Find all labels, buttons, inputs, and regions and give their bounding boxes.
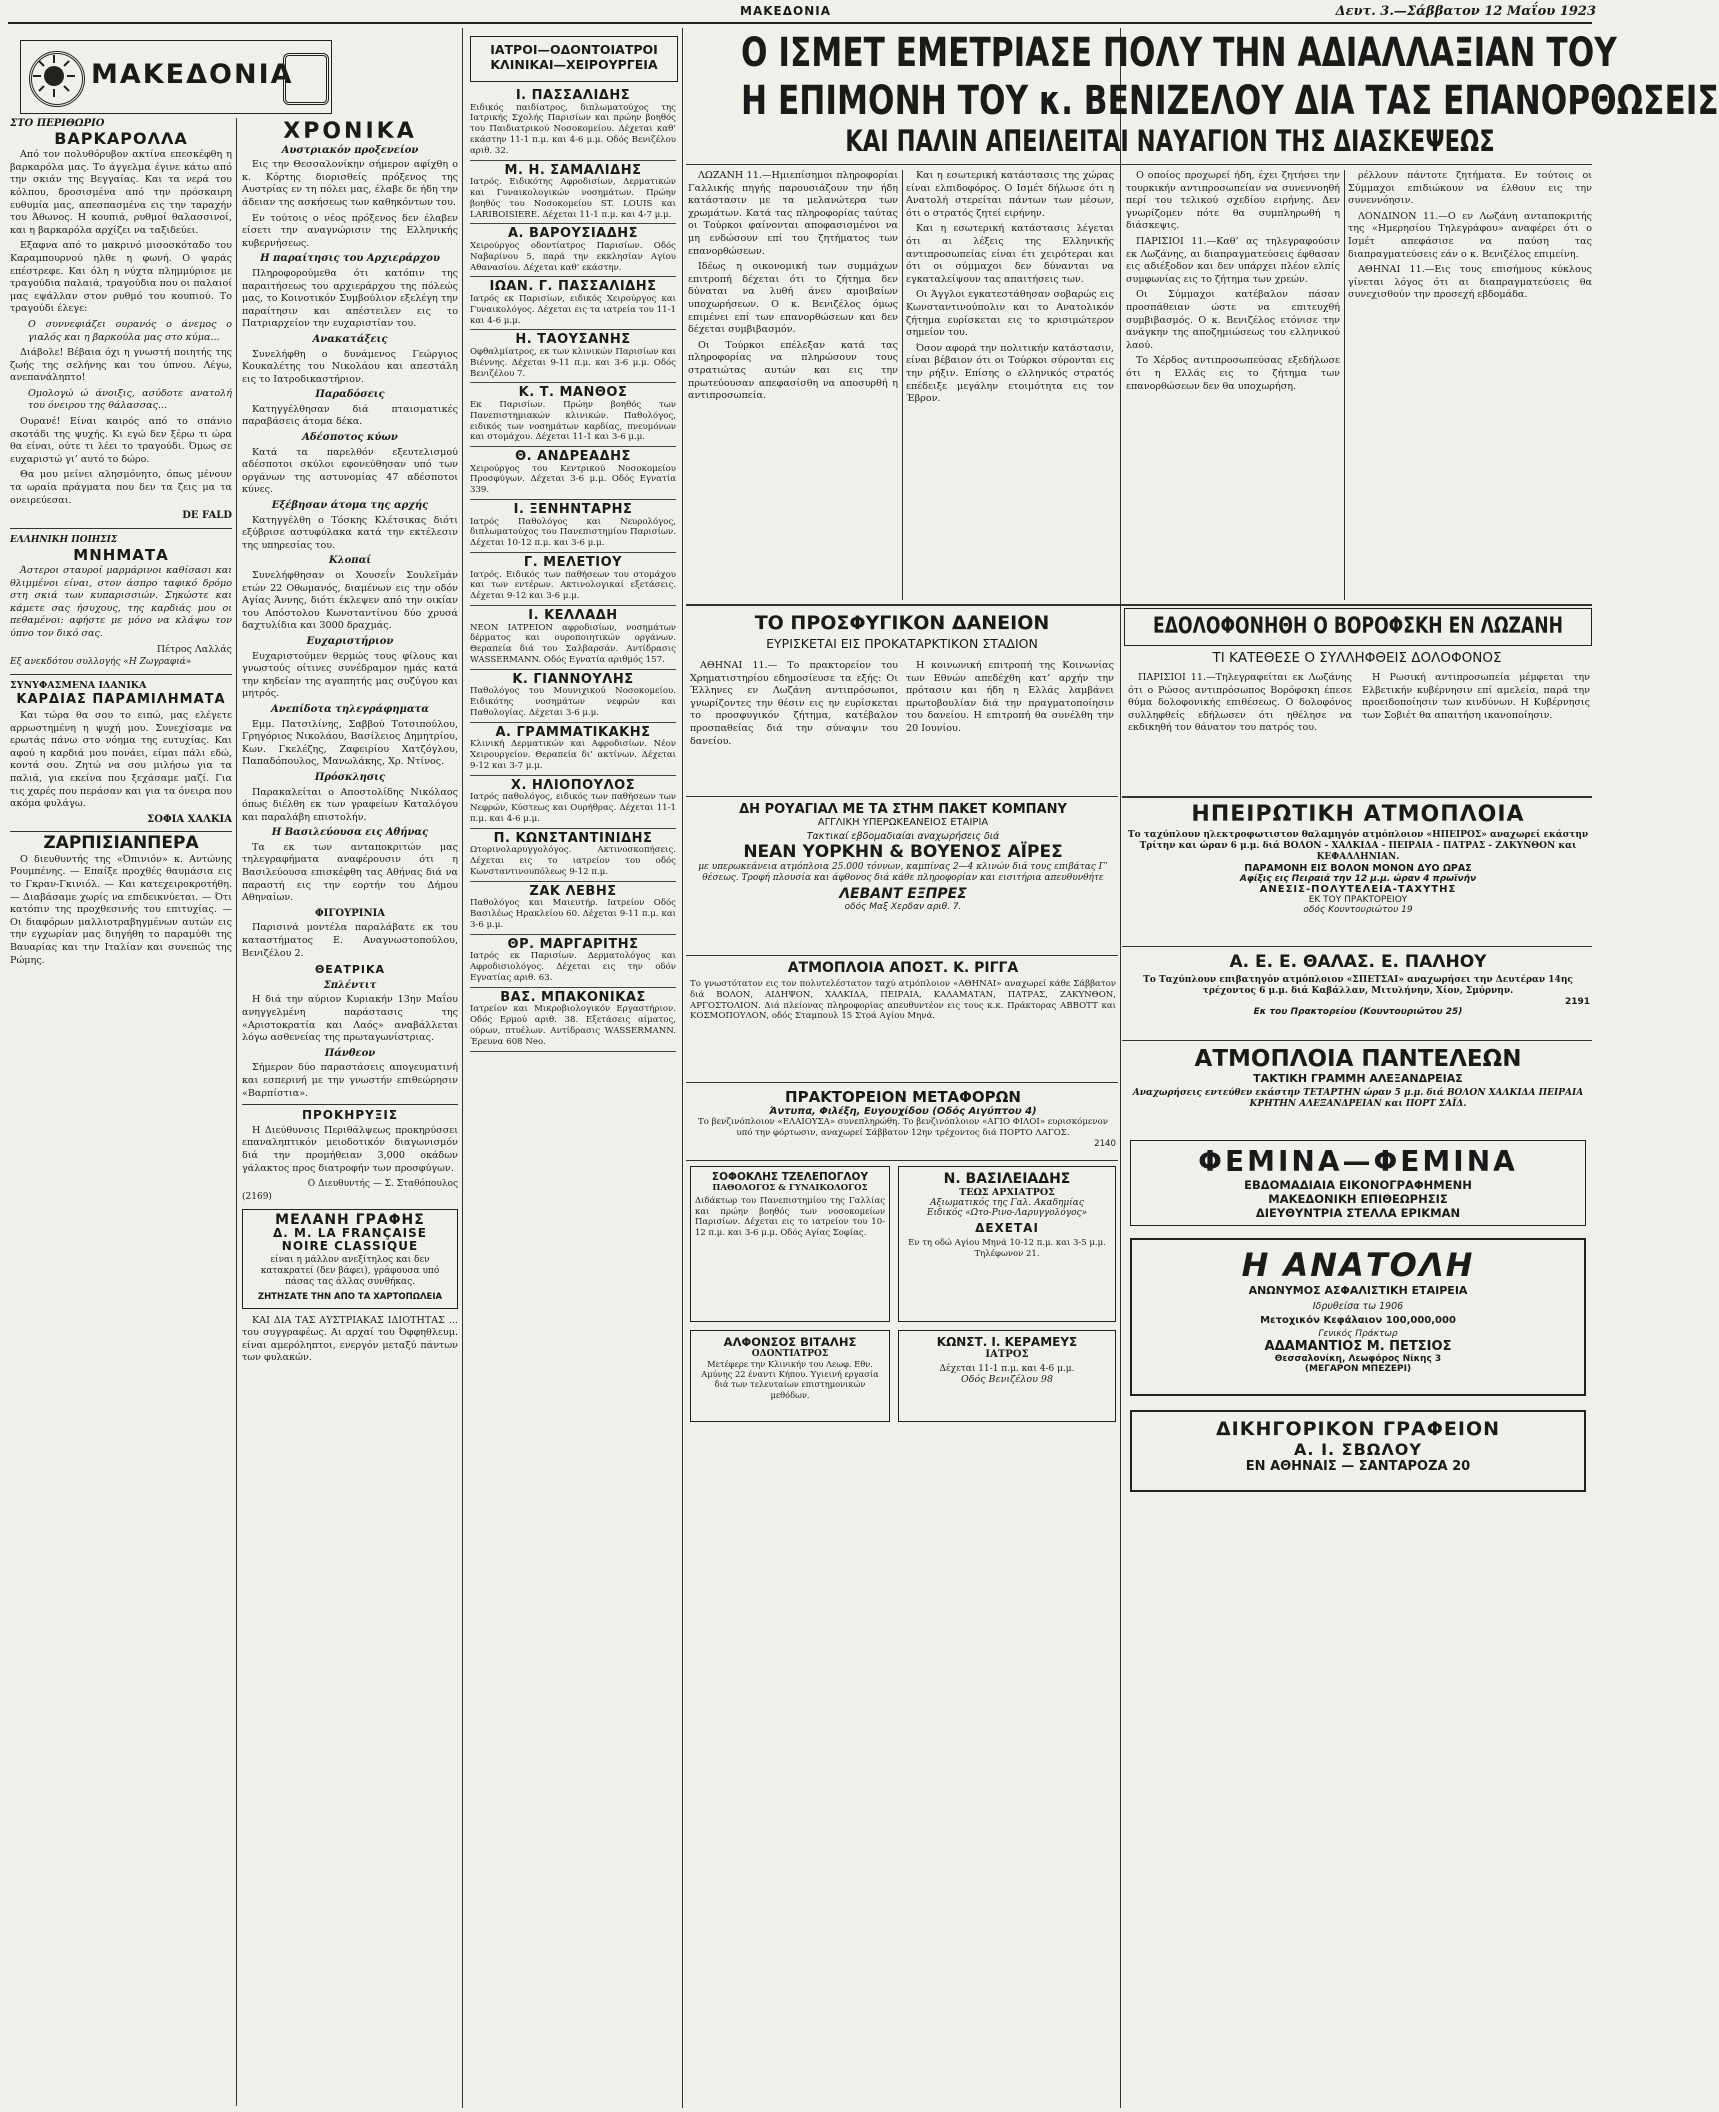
column-rule — [236, 118, 237, 2106]
loan-subtitle: ΕΥΡΙΣΚΕΤΑΙ ΕΙΣ ΠΡΟΚΑΤΑΡΚΤΙΚΟΝ ΣΤΑΔΙΟΝ — [766, 636, 1038, 651]
doctor-listing — [470, 504, 676, 553]
assassination-col-1 — [1128, 672, 1352, 792]
loan-col-1 — [690, 660, 898, 790]
main-headline-1: Ο ΙΣΜΕΤ ΕΜΕΤΡΙΑΣΕ ΠΟΛΥ ΤΗΝ ΑΔΙΑΛΛΑΞΙΑΝ ΤΟΥ — [741, 30, 1617, 76]
doctor-description: Ιατρείον και Μικροβιολογικόν Εργαστήριον. Οδός Ερμού αριθ. 38. Εξετάσεις αίματος, ούρων, πτυέλων. Αντίδρασις WASSERMANN. Έρευνα 608 Neo. — [470, 1004, 676, 1047]
law-title: ΔΙΚΗΓΟΡΙΚΟΝ ΓΡΑΦΕΙΟΝ — [1215, 1418, 1501, 1440]
doctor-listing — [470, 451, 676, 500]
article-paragraph: Ο διευθυντής της «Όπινιόν» κ. Αντώνης Ρουμπένης. — Επαίξε προχθές θαυμάσια εις το Γκραν-Γκινιόλ. — Και κατεχειροκροτήθη. — Διαβάσαμε χωρίς να επιδεικνύεται. — Ότι κατόπιν της προχθεσινής του επιτυχίας. — Οι διαφόρων μαλλιοτραβηγμένων αυτών εις την εγχωρίαν μας διηγήθη το παραμύθι της Βαυαρίας και την Ιταλίαν και συνεπώς της Ρώμης. — [10, 853, 232, 966]
vitalis-ad — [690, 1330, 890, 1422]
article-paragraph: Η Ρωσική αντιπροσωπεία μέμφεται την Ελβετικήν κυβέρνησιν επί αμελεία, παρά την προειδοποίησιν των κινδύνων. Η Κυβέρνησις των Σοβιέτ θα απαιτήση ικανοποίησιν. — [1362, 672, 1590, 721]
article-paragraph: Οι Τούρκοι επέλεξαν κατά τας πληροφορίας να πληρώσουν τους στρατιώτας αυτών και εις την πρωτεύουσαν απεφασίσθη να αποσυρθή η αντιπροσωπεία. — [688, 339, 898, 402]
transport-ad-title: ΠΡΑΚΤΟΡΕΙΟΝ ΜΕΤΑΦΟΡΩΝ — [785, 1088, 1021, 1106]
poem-text: Άστεροι σταυροί μαρμάρινοι καθίσασι και θλιμμένοι είναι, στον άσπρο ταφικό δρόμο στη σκιά των κυπαρισσιών. Σηκώστε και κάμετε σας ήσυχους, της καρδιάς μου οι πεθαμένοι: αφήστε με μόνο να κλάψω τον ύπνο τον δικό σας. — [10, 565, 232, 639]
section-title: ΠΡΟΚΗΡΥΞΙΣ — [301, 1108, 399, 1123]
doctor-name: Α. ΒΑΡΟΥΣΙΑΔΗΣ — [507, 226, 639, 242]
news-heading: Ευχαριστήριον — [306, 635, 394, 647]
section-rule — [1122, 946, 1592, 947]
femina-ad — [1130, 1140, 1586, 1226]
doctor-name: ΘΡ. ΜΑΡΓΑΡΙΤΗΣ — [507, 936, 639, 952]
column-rule — [462, 28, 463, 2108]
news-text: Η Διεύθυνσις Περιθάλψεως προκηρύσσει επαναληπτικόν μειοδοτικόν διαγωνισμόν διά την προμήθειαν 3,000 οκάδων γάλακτος προς διατροφήν των προσφύγων. — [242, 1124, 458, 1174]
article-paragraph: Και η εσωτερική κατάστασις της χώρας είναι ελπιδοφόρος. Ο Ισμέτ δήλωσε ότι η Ανατολή στερείται πάντων των μέσων, ότι ο στρατός ζητεί ειρήνην. — [906, 170, 1114, 219]
doctor-listing — [470, 281, 676, 330]
ink-ad-brand: Δ. Μ. LA FRANÇAISE — [273, 1225, 427, 1240]
ad-number: (2169) — [242, 1191, 272, 1202]
doctor-listing — [470, 162, 676, 225]
doctor-listing — [470, 724, 676, 776]
headline-rule — [686, 164, 1592, 165]
section-title: ΘΕΑΤΡΙΚΑ — [314, 963, 386, 977]
epirus-line: ΑΝΕΣΙΣ-ΠΟΛΥΤΕΛΕΙΑ-ΤΑΧΥΤΗΣ — [1259, 884, 1457, 895]
article-paragraph: Το Χέρδος αντιπροσωπεύσας εξεδήλωσε ότι η Ελλάς εις το ζήτημα των επανορθώσεων δεν θα υποχωρήση. — [1126, 355, 1340, 392]
doctor-listing — [470, 334, 676, 383]
article-paragraph: Από τον πολυθόρυβον ακτίνα επεσκέφθη η βαρκαρόλα μας. Το άγγελμα έγινε κάτω από την σκιάν της Βεγγαίας. Και τα νερά του κόλπου, δροσισμένα από την πρόσκαιρη ευθυμία μας, απεσπασμένα εις την ταραχήν του Άθωνος. Η κουπιά, ρυθμοί θαλασσινοί, και η βαρκαρόλα αρχίζει να ταξιδεύει. — [10, 149, 232, 236]
doctor-listing — [470, 557, 676, 606]
doctor-listing — [470, 671, 676, 723]
doctor-description: Χειρούργος οδοντίατρος Παρισίων. Οδός Ναβαρίνου 5, παρά την εκκλησίαν Αγίου Αθανασίου. Δέχεται καθ’ εκάστην. — [470, 240, 676, 273]
news-heading: Ανακατάξεις — [312, 333, 388, 345]
doctor-name: ΒΑΣ. ΜΠΑΚΟΝΙΚΑΣ — [500, 989, 646, 1005]
doctor-description: Ιατρός εκ Παρισίων, ειδικός Χειρούργος και Γυναικολόγος. Δέχεται εις τα ιατρεία του 11-1 και 4-6 μ.μ. — [470, 293, 676, 326]
article-title: ΖΑΡΠΙΣΙΑΝΠΕΡΑ — [43, 833, 199, 854]
rigga-ad-text: Το γνωστότατον εις τον πολυτελέστατον ταχύ ατμόπλοιον «ΑΘΗΝΑΙ» αναχωρεί κάθε Σάββατον διά ΒΟΛΟΝ, ΑΙΔΗΨΟΝ, ΧΑΛΚΙΔΑ, ΠΕΙΡΑΙΑ, ΚΑΛΑΜΑΤΑΝ, ΠΑΤΡΑΣ, ΖΑΚΥΝΘΟΝ, ΑΡΓΟΣΤΟΛΙΟΝ. Διά πλείονας πληροφορίας απευθυντέον εις τους κ.κ. Πράκτορας ABBOTT και ΚΟΣΜΟΠΟΥΛΟΝ, οδός Σταμπουλ 15 Στοά Αγίου Μηνά. — [690, 979, 1116, 1022]
column-rule — [1120, 28, 1121, 2108]
signature: ΣΟΦΙΑ ΧΑΛΚΙΑ — [147, 813, 232, 825]
doctor-text: Διδάκτωρ του Πανεπιστημίου της Γαλλίας και πρώην βοηθός των νοσοκομείων Παρισίων. Δέχεται εις το ιατρείον του 10-12 π.μ. και 3-6 μ.μ. Οδός Αγίας Σοφίας. — [695, 1196, 885, 1238]
news-heading: Αυστριακόν προξενείον — [281, 144, 419, 156]
aee-number: 2191 — [1564, 997, 1590, 1007]
poem-title: ΜΝΗΜΑΤΑ — [73, 546, 169, 565]
main-headline-3: ΚΑΙ ΠΑΛΙΝ ΑΠΕΙΛΕΙΤΑΙ ΝΑΥΑΓΙΟΝ ΤΗΣ ΔΙΑΣΚΕΨΕΩΣ — [845, 124, 1495, 158]
steamer-ad-title: ΔΗ ΡΟΥΑΓΙΑΛ ΜΕ ΤΑ ΣΤΗΜ ΠΑΚΕΤ ΚΟΜΠΑΝΥ — [739, 802, 1067, 817]
doctor-name: Γ. ΜΕΛΕΤΙΟΥ — [523, 555, 623, 571]
doctor-description: Παθολόγος του Μουνιχικού Νοσοκομείου. Ειδικότης νοσημάτων νεφρών και Παθολογίας. Δέχεται 3-6 μ.μ. — [470, 686, 676, 719]
divider — [10, 831, 232, 832]
macedonia-emblem-icon — [29, 51, 85, 107]
doctor-description: Εκ Παρισίων. Πρώην βοηθός των Πανεπιστημιακών κλινικών. Παθολόγος, ειδικός των νοσημάτων καρδίας, πνευμόνων και στομάχου. Δέχεται 11-1 και 3-6 μ.μ. — [470, 399, 676, 443]
news-text: Συνελήφθη ο δυνάμενος Γεώργιος Κουκαλέτης του Νικολάου και απεστάλη εις το Ιατροδικαστήριον. — [242, 348, 458, 385]
doctor-description: Ιατρός Παθολόγος και Νευρολόγος, διπλωματούχος του Πανεπιστημίου Παρισίων. Δέχεται 10-12 π.μ. και 3-6 μ.μ. — [470, 516, 676, 549]
section-rule — [686, 1082, 1118, 1083]
doctor-name: Ι. ΞΕΝΗΝΤΑΡΗΣ — [513, 502, 633, 518]
divider — [10, 674, 232, 675]
doctor-listing — [470, 228, 676, 277]
news-text: Κατά τα παρελθόν εξευτελισμού αδέσποτοι σκύλοι εφονεύθησαν υπό των οργάνων της αστυνομίας 47 αδέσποτοι κύνες. — [242, 446, 458, 496]
doctor-name: Θ. ΑΝΔΡΕΑΔΗΣ — [515, 449, 631, 465]
article-paragraph: Οι Σύμμαχοι κατέβαλον πάσαν προσπάθειαν ώστε να επιτευχθή συμβιβασμός. Ο κ. Βενιζέλος ετόνισε την ανάγκην της αποζημιώσεως του ελληνικού λαού. — [1126, 289, 1340, 351]
doctor-address: Οδός Βενιζέλου 98 — [960, 1374, 1054, 1385]
doctor-description: Οφθαλμίατρος, εκ των κλινικών Παρισίων και Βιέννης. Δέχεται 9-11 π.μ. και 3-6 μ.μ. Οδός Βενιζέλου 7. — [470, 346, 676, 379]
signature: Ο Διευθυντής — Σ. Σταθόπουλος — [307, 1179, 458, 1190]
divider — [242, 1104, 458, 1105]
epirus-ad — [1126, 802, 1590, 942]
femina-sub: ΜΑΚΕΔΟΝΙΚΗ ΕΠΙΘΕΩΡΗΣΙΣ — [1268, 1192, 1448, 1206]
news-text: ΚΑΙ ΔΙΑ ΤΑΣ ΑΥΣΤΡΙΑΚΑΣ ΙΔΙΟΤΗΤΑΣ ... του συγγραφέως. Αι αρχαί του Όφφηθλευμ. είναι αμερόληπτοι, ενεργόν μεταξύ πάντων των φυλακών. — [242, 1314, 458, 1364]
doctor-accepts: ΔΕΧΕΤΑΙ — [975, 1221, 1039, 1235]
news-heading: Πρόσκλησις — [314, 771, 386, 783]
femina-title: ΦΕΜΙΝΑ—ΦΕΜΙΝΑ — [1198, 1145, 1518, 1178]
assassination-col-2 — [1362, 672, 1590, 792]
section-label: ΣΥΝΥΦΑΣΜΕΝΑ ΙΔΑΝΙΚΑ — [10, 679, 147, 691]
doctor-text: Εν τη οδώ Αγίου Μηνά 10-12 π.μ. και 3-5 μ.μ. Τηλέφωνον 21. — [908, 1238, 1106, 1259]
steamer-ad-subtitle: ΑΓΓΛΙΚΗ ΥΠΕΡΩΚΕΑΝΕΙΟΣ ΕΤΑΙΡΙΑ — [817, 817, 989, 828]
news-text: Παρακαλείται ο Αποστολίδης Νικόλαος όπως διέλθη εκ των γραφείων Καταλόγου και παραλάβη επιστολήν. — [242, 786, 458, 823]
doctor-description: Ωτορινολαρυγγολόγος. Ακτινοσκοπήσεις. Δέχεται εις το ιατρείον του οδός Κωνσταντινουπόλεως 9-12 π.μ. — [470, 845, 676, 877]
main-article-col-1 — [688, 170, 898, 600]
steamer-ad-agent: ΛΕΒΑΝΤ ΕΞΠΡΕΣ — [839, 886, 967, 902]
masthead-top-right-title: ΜΑΚΕΔΟΝΙΑ — [740, 4, 832, 18]
panteleon-text: Αναχωρήσεις εντεύθεν εκάστην ΤΕΤΑΡΤΗΝ ώραν 5 μ.μ. διά ΒΟΛΟΝ ΧΑΛΚΙΔΑ ΠΕΙΡΑΙΑ ΚΡΗΤΗΝ ΑΛΕΞΑΝΔΡΕΙΑΝ και ΠΟΡΤ ΣΑΪΔ. — [1132, 1088, 1584, 1109]
news-heading: Εξέβησαν άτομα της αρχής — [271, 500, 429, 512]
doctor-listing — [470, 830, 676, 882]
article-paragraph: ΛΩΖΑΝΗ 11.—Ημιεπίσημοι πληροφορίαι Γαλλικής πηγής παρουσιάζουν την ήδη κατάστασιν με τα μελανώτερα των χρωμάτων. Κατά τας πληροφορίας ταύτας οι Τούρκοι φαίνονται αποφασισμένοι να μη ενδώσουν επί του ζητήματος των επανορθώσεων. — [688, 170, 898, 257]
divider — [10, 528, 232, 529]
section-rule — [686, 604, 1592, 606]
transport-ad — [690, 1088, 1116, 1158]
section-label: ΕΛΛΗΝΙΚΗ ΠΟΙΗΣΙΣ — [10, 534, 118, 545]
masthead-date: Δευτ. 3.—Σάββατον 12 Μαΐου 1923 — [1335, 4, 1596, 19]
doctor-name: Α. ΓΡΑΜΜΑΤΙΚΑΚΗΣ — [495, 724, 651, 740]
news-text: Σήμερον δύο παραστάσεις απογευματινή και εσπερινή με την γνωστήν επιθεώρησιν «Βαρπίστια». — [242, 1062, 458, 1099]
news-heading: Πάνθεον — [324, 1047, 376, 1059]
news-heading: Σπλέντιτ — [323, 979, 377, 991]
news-text: Παρισινά μοντέλα παραλάβατε εκ του καταστήματος Ε. Αναγνωστοπούλου, Βενιζέλου 2. — [242, 922, 458, 959]
steamer-ad-detail: με υπερωκεάνεια ατμόπλοια 25.000 τόννων, καμπίνας 2—4 κλινών διά τους επιβάτας Γ’ θέσεως. Τροφή πλουσία και άφθονος διά κάθε πληροφορίαν και εισιτήρια απευθυνθήτε — [698, 862, 1108, 883]
steamer-ad-destination: ΝΕΑΝ ΥΟΡΚΗΝ & ΒΟΥΕΝΟΣ ΑΪΡΕΣ — [743, 842, 1063, 862]
section-label: ΣΤΟ ΠΕΡΙΘΩΡΙΟ — [10, 118, 105, 129]
doctor-line: Αξιωματικός της Γαλ. Ακαδημίας — [930, 1198, 1084, 1208]
verse: Ομολογώ ώ άνοιξις, ασύδοτε ανατολή του όνειρου της θάλασσας... — [28, 387, 232, 412]
doctor-description: Ιατρός. Ειδικός των παθήσεων του στομάχου και των εντέρων. Ακτινολογικαί εξετάσεις. Δέχεται 9-12 και 3-6 μ.μ. — [470, 569, 676, 602]
anatoli-building: (ΜΕΓΑΡΟΝ ΜΠΕΖΕΡΙ) — [1304, 1364, 1412, 1374]
anatoli-agent: ΑΔΑΜΑΝΤΙΟΣ Μ. ΠΕΤΣΙΟΣ — [1264, 1339, 1452, 1354]
doctor-description: Ειδικός παιδίατρος, διπλωματούχος της Ιατρικής Σχολής Παρισίων και πρώην βοηθός του Παιδιατρικού Νοσοκομείου. Δέχεται καθ’ εκάστην 11-1 π.μ. και 4-6 μ.μ. Οδός Βενιζέλου αριθ. 32. — [470, 102, 676, 156]
anatoli-agent-label: Γενικός Πράκτωρ — [1318, 1329, 1398, 1339]
epirus-title: ΗΠΕΙΡΩΤΙΚΗ ΑΤΜΟΠΛΟΙΑ — [1191, 802, 1525, 827]
epirus-line: οδός Κουντουριώτου 19 — [1303, 905, 1413, 915]
steamer-ad-line: Τακτικαί εβδομαδιαίαι αναχωρήσεις διά — [806, 831, 1000, 842]
doctors-header-line2: ΚΛΙΝΙΚΑΙ—ΧΕΙΡΟΥΡΓΕΙΑ — [490, 57, 658, 72]
news-heading: Κλοπαί — [328, 555, 372, 567]
panteleon-sub: ΤΑΚΤΙΚΗ ΓΡΑΜΜΗ ΑΛΕΞΑΝΔΡΕΙΑΣ — [1253, 1072, 1463, 1085]
doctor-description: Ιατρός εκ Παρισίων. Δερματολόγος και Αφροδισιολόγος. Δέχεται εις την οδόν Εγνατίας αριθ. 63. — [470, 951, 676, 983]
article-paragraph: Και τώρα θα σου το ειπώ, μας ελέγετε αρρωστημένη η ψυχή μου. Συνεχίσαμε να ερωτάς πάνω στο νόημα της ευτυχίας. Και αφού η καρδιά μου πονάει, είμαι πάλι εδώ, κοντά σου. Ζητώ να σου μιλήσω για τα παλιά, για εκείνα που ξεχάσαμε μαζί. Για τις χαρές που περάσαν και για τα όνειρα που ακόμα φυλάγω. — [10, 709, 232, 810]
assassination-headline: ΕΔΟΛΟΦΟΝΗΘΗ Ο ΒΟΡΟΦΣΚΗ ΕΝ ΛΩΖΑΝΗ — [1152, 614, 1563, 639]
doctor-name: Κ. Τ. ΜΑΝΘΟΣ — [518, 385, 628, 401]
doctor-specialty: ΠΑΘΟΛΟΓΟΣ & ΓΥΝΑΙΚΟΛΟΓΟΣ — [712, 1183, 868, 1193]
doctor-name: ΖΑΚ ΛΕΒΗΣ — [529, 883, 617, 899]
doctor-name: ΑΛΦΟΝΣΟΣ ΒΙΤΑΛΗΣ — [723, 1335, 857, 1349]
doctor-listing — [470, 989, 676, 1052]
ink-ad-type: NOIRE CLASSIQUE — [281, 1238, 419, 1253]
anatoli-year: Ιδρυθείσα τω 1906 — [1312, 1301, 1404, 1312]
doctor-description: Κλινική Δερματικών και Αφροδισίων. Νέον Χειρουργείον. Θεραπεία δι’ ακτίνων. Δέχεται 9-12 και 3-7 μ.μ. — [470, 739, 676, 771]
doctor-description: ΝΕΟΝ ΙΑΤΡΕΙΟΝ αφροδισίων, νοσημάτων δέρματος και ουροποιητικών οργάνων. Θεραπεία διά του Σαλβαρσάν. Αντίδρασις WASSERMANN. Οδός Εγνατία αριθμός 157. — [470, 622, 676, 666]
transport-ad-text: Το βενζινόπλοιον «ΕΛΑΙΟΥΣΑ» συνεπληρώθη. Το βενζινόπλοιον «ΑΓΙΟ ΦΙΛΟΙ» ευρισκόμενον υπό την φόρτωσιν, αναχωρεί Σάββατον 12ην τρέχοντος διά ΠΟΡΤΟ ΛΑΓΟΣ. — [698, 1117, 1108, 1138]
column-1 — [10, 118, 232, 2108]
news-text: Κατηγγέλθησαν διά πταισματικές παραβάσεις άτομα δέκα. — [242, 403, 458, 428]
doctor-specialty: ΙΑΤΡΟΣ — [985, 1349, 1029, 1360]
article-paragraph: Η κοινωνική επιτροπή της Κοινωνίας των Εθνών απεδέχθη κατ’ αρχήν την πρότασιν και ήδη η Ελλάς λαμβάνει πρωτοβουλίαν διά την πραγματοποίησιν του δανείου. Η επιτροπή θα συνέλθη την 20 Ιουνίου. — [906, 660, 1114, 734]
doctor-listing — [470, 777, 676, 829]
doctor-description: Ιατρός παθολόγος, ειδικός των παθήσεων των Νεφρών, Κύστεως και Ουρήθρας. Δέχεται 11-1 π.μ. και 4-6 μ.μ. — [470, 792, 676, 824]
doctor-name: Ι. ΚΕΛΛΑΔΗ — [528, 608, 618, 624]
law-address: ΕΝ ΑΘΗΝΑΙΣ — ΣΑΝΤΑΡΟΖΑ 20 — [1245, 1459, 1471, 1474]
doctor-listing — [470, 936, 676, 988]
ink-ad-cta: ΖΗΤΗΣΑΤΕ ΤΗΝ ΑΠΟ ΤΑ ΧΑΡΤΟΠΩΛΕΙΑ — [257, 1292, 443, 1303]
anatoli-ad — [1130, 1238, 1586, 1396]
section-rule — [1122, 796, 1592, 798]
article-paragraph: ΑΘΗΝΑΙ 11.—Εις τους επισήμους κύκλους γίνεται λόγος ότι αι διαπραγματεύσεις θα συνεχισθούν την προσεχή εβδομάδα. — [1348, 264, 1592, 301]
doctor-directory — [470, 90, 676, 2108]
news-text: Συνελήφθησαν οι Χουσεΐν Σουλεϊμάν ετών 22 Οθωμανός, διαμένων εις την οδόν Αγίας Άννης, διότι έκλεψεν από την οικίαν του Απόστολου Κωνσταντίνου δύο χρυσά δαχτυλίδια και 3000 δραχμάς. — [242, 570, 458, 632]
article-paragraph: Οι Άγγλοι εγκατεστάθησαν σοβαρώς εις Κωνσταντινούπολιν και το Ανατολικόν ζήτημα ευρίσκεται εις το κρισιμώτερον σημείον του. — [906, 289, 1114, 339]
doctor-name: Χ. ΗΛΙΟΠΟΥΛΟΣ — [510, 777, 636, 793]
article-paragraph: Ο οποίος προχωρεί ήδη, έχει ζητήσει την τουρκικήν αντιπροσωπείαν να συνεννοηθή περί του τελικού σχεδίου ειρήνης. Δεν γνωρίζομεν πότε θα συμπληρωθή η διάσκεψις. — [1126, 170, 1340, 232]
doctors-header — [470, 36, 678, 82]
main-article-col-3 — [1126, 170, 1340, 600]
article-title: ΚΑΡΔΙΑΣ ΠΑΡΑΜΙΛΗΜΑΤΑ — [16, 692, 226, 708]
panteleon-ad — [1126, 1046, 1590, 1130]
column-rule — [902, 170, 903, 600]
article-paragraph: Διάβολε! Βέβαια όχι η γνωστή ποιητής της ζωής της σελήνης και του ύπνου. Λέγω, ανεπανάληπτο! — [10, 347, 232, 384]
ink-ad-text: είναι η μάλλον ανεξίτηλος και δεν κατακρατεί (δεν βάφει), γράφουσα υπό πάσας τας άλλας συνθήκας. — [260, 1255, 440, 1288]
doctor-name: Ν. ΒΑΣΙΛΕΙΑΔΗΣ — [943, 1171, 1071, 1187]
article-paragraph: Ουρανέ! Είναι καιρός από το σπάνιο σκοτάδι της ψυχής. Κι εγώ δεν ξέρω τι ώρα θα είναι, ούτε τι λέει το τραγούδι. Όμως σε ευχαριστώ γι’ αυτό το δώρο. — [10, 416, 232, 465]
aee-text: Το Ταχύπλουν επιβατηγόν ατμόπλοιον «ΣΠΕΤΣΑΙ» αναχωρήσει την Δευτέραν 14ης τρέχοντος 6 μ.μ. διά Καβάλλαν, Μιτυλήνην, Χίον, Σμύρνην. — [1143, 975, 1573, 996]
news-text: Η διά την αύριον Κυριακήν 13ην Μαΐου ανηγγελμένη παράστασις της «Αριστοκρατία και Λαός» αναβάλλεται λόγω ασθενείας της πρωταγωνίστριας. — [242, 994, 458, 1044]
news-heading: Η παραίτησις του Αρχιεράρχου — [260, 253, 440, 265]
aee-ad — [1126, 952, 1590, 1038]
news-heading: Ανεπίδοτα τηλεγράφηματα — [271, 703, 429, 715]
rigga-ad — [690, 960, 1116, 1080]
ink-ad — [242, 1209, 458, 1308]
doctor-line: Ειδικός «Ωτο-Ρινο-Λαρυγγολόγος» — [926, 1208, 1088, 1218]
news-text: Εμμ. Πατσιλίνης, Σαββού Τοτσιπούλου, Γρηγόριος Νικολάου, Βασίλειος Δημητρίου, Κων. Γκελέζης, Ζαφειρίου Χατζόγλου, Παπαδόπουλος, Μανωλάκης, Χρ. Ντίνος. — [242, 718, 458, 768]
verse: Ο συννεφιάζει ουρανός ο άνεμος ο γιαλός και η βαρκούλα μας στο κύμα... — [28, 318, 232, 343]
tzelepoglou-ad — [690, 1166, 890, 1322]
doctor-specialty: ΟΔΟΝΤΙΑΤΡΟΣ — [751, 1349, 829, 1359]
law-office-ad — [1130, 1410, 1586, 1492]
main-headline-2: Η ΕΠΙΜΟΝΗ ΤΟΥ κ. ΒΕΝΙΖΕΛΟΥ ΔΙΑ ΤΑΣ ΕΠΑΝΟΡΘΩΣΕΙΣ — [741, 78, 1719, 124]
section-rule — [686, 796, 1118, 797]
anatoli-capital: Μετοχικόν Κεφάλαιον 100,000,000 — [1260, 1315, 1456, 1326]
doctor-name: Π. ΚΩΝΣΤΑΝΤΙΝΙΔΗΣ — [493, 830, 653, 846]
doctor-listing — [470, 90, 676, 161]
signature: DE FALD — [182, 510, 232, 522]
news-heading: Παραδόσεις — [315, 389, 385, 401]
anatoli-address: Θεσσαλονίκη, Λεωφόρος Νίκης 3 — [1274, 1354, 1442, 1364]
news-text: Ευχαριστούμεν θερμώς τους φίλους και γνωστούς οίτινες συνέδραμον ημάς κατά την κηδείαν της αγαπητής μας συζύγου και μητρός. — [242, 650, 458, 700]
news-text: Εις την Θεσσαλονίκην σήμερον αφίχθη ο κ. Κόρτης διορισθείς πρόξενος της Αυστρίας εν τη πόλει μας, έλαβε δε ήδη την άδειαν της ασκήσεως των καθηκόντων του. — [242, 159, 458, 208]
section-rule — [686, 1160, 1118, 1161]
epirus-text: Το ταχύπλουν ηλεκτροφωτιστον θαλαμηγόν ατμόπλοιον «ΗΠΕΙΡΟΣ» αναχωρεί εκάστην Τρίτην και ώραν 6 μ.μ. διά ΒΟΛΟΝ - ΧΑΛΚΙΔΑ - ΠΕΙΡΑΙΑ - ΠΑΤΡΑΣ - ΖΑΚΥΝΘΟΝ και ΚΕΦΑΛΛΗΝΙΑΝ. — [1127, 830, 1589, 862]
main-article-col-2 — [906, 170, 1114, 600]
rigga-ad-title: ΑΤΜΟΠΛΟΙΑ ΑΠΟΣΤ. Κ. ΡΙΓΓΑ — [787, 960, 1019, 976]
article-title: ΒΑΡΚΑΡΟΛΛΑ — [54, 128, 188, 148]
column-2 — [242, 118, 458, 2108]
femina-sub: ΔΙΕΥΘΥΝΤΡΙΑ ΣΤΕΛΛΑ ΕΡΙΚΜΑΝ — [1255, 1206, 1461, 1220]
article-paragraph: Όσον αφορά την πολιτικήν κατάστασιν, είναι βέβαιον ότι οι Τούρκοι σύρονται εις την ρήξιν. Επίσης ο ελληνικός στρατός επέδειξε μεγάλην ετοιμότητα εις τον Έβρον. — [906, 342, 1114, 405]
news-heading: Αδέσποτος κύων — [302, 432, 398, 444]
doctor-text: Μετέφερε την Κλινικήν του Λεωφ. Εθν. Αμύνης 22 έναντι Κήπου. Υγιεινή εργασία διά των τελευταίων επιστημονικών μεθόδων. — [701, 1359, 879, 1400]
doctor-description: Χειρούργος του Κεντρικού Νοσοκομείου Προσφύγων. Δέχεται 3-6 μ.μ. Οδός Εγνατία 339. — [470, 463, 676, 496]
column-rule — [1344, 170, 1345, 600]
section-rule — [686, 955, 1118, 956]
epirus-line: Αφίξις εις Πειραιά την 12 μ.μ. ώραν 4 πρωϊνήν — [1239, 874, 1477, 884]
doctor-name: ΙΩΑΝ. Γ. ΠΑΣΣΑΛΙΔΗΣ — [489, 279, 657, 295]
article-paragraph: ΛΟΝΔΙΝΟΝ 11.—Ο εν Λωζάνη ανταποκριτής της «Ημερησίου Τηλεγράφου» αναφέρει ότι ο Ισμέτ απεφάσισε να παύση τας διαπραγματεύσεις εάν ο κ. Βενιζέλος επιμείνη. — [1348, 210, 1592, 260]
epirus-line: ΠΑΡΑΜΟΝΗ ΕΙΣ ΒΟΛΟΝ ΜΟΝΟΝ ΔΥΟ ΩΡΑΣ — [1244, 863, 1472, 874]
news-text: Πληροφορούμεθα ότι κατόπιν της παραιτήσεως του αρχιεράρχου της πόλεώς μας, το Κοινοτικόν Συμβούλιον εξελέγη την παραίτησιν και απέστειλεν εις το Πατριαρχείον την ευχαριστίαν του. — [242, 267, 458, 330]
column-rule — [682, 28, 683, 2108]
transport-ad-sub: Άντυπα, Φιλέξη, Ευγουχίδου (Οδός Αιγύπτου 4) — [769, 1106, 1037, 1117]
ink-ad-title: ΜΕΛΑΝΗ ΓΡΑΦΗΣ — [275, 1212, 425, 1229]
doctor-listing — [470, 610, 676, 670]
steamer-ad-address: οδός Μαξ Χερδαν αριθ. 7. — [844, 902, 962, 912]
loan-col-2 — [906, 660, 1114, 790]
article-paragraph: Εξαφνα από το μακρινό μισοσκόταδο του Καραμπουρνού ηλθε η φωνή. Ο ψαράς επέστρεφε. Και όλη η νύχτα πλημμύρισε με τραγούδια παλαιά, τραγούδια που οι παλαιοί μας εψάλλαν στον ρυθμό του κουπιού. Το τραγούδι έλεγε: — [10, 240, 232, 315]
doctor-description: Παθολόγος και Μαιευτήρ. Ιατρείον Οδός Βασιλέως Ηρακλείου 60. Δέχεται 9-11 π.μ. και 3-6 μ.μ. — [470, 898, 676, 930]
top-rule — [8, 22, 1592, 24]
doctors-header-line1: ΙΑΤΡΟΙ—ΟΔΟΝΤΟΙΑΤΡΟΙ — [490, 42, 658, 57]
assassination-subtitle: ΤΙ ΚΑΤΕΘΕΣΕ Ο ΣΥΛΛΗΦΘΕΙΣ ΔΟΛΟΦΟΝΟΣ — [1212, 650, 1502, 666]
main-article-col-4 — [1348, 170, 1592, 600]
news-heading: Η Βασιλεύουσα εις Αθήνας — [271, 827, 429, 839]
poem-source: Εξ ανεκδότου συλλογής «Η Ζωγραφιά» — [10, 657, 192, 668]
article-paragraph: ΠΑΡΙΣΙΟΙ 11.—Τηλεγραφείται εκ Λωζάνης ότι ο Ρώσος αντιπρόσωπος Βορόφσκη έπεσε θύμα δολοφονικής επιθέσεως. Ο δολοφόνος συλληφθείς εδήλωσεν ότι ηθέλησε να εκδικηθή τον θάνατον του πατρός του. — [1128, 672, 1352, 734]
macedonia-emblem-icon-right — [283, 53, 329, 105]
steamer-ad — [690, 802, 1116, 952]
newspaper-title: ΜΑΚΕΔΟΝΙΑ — [91, 59, 294, 90]
doctor-listing — [470, 387, 676, 447]
article-paragraph: ΑΘΗΝΑΙ 11.— Το πρακτορείον του Χρηματιστηρίου εδημοσίευσε τα εξής: Οι Έλληνες εν Λωζάνη αντιπρόσωποι, γνωρίζοντες την θέσιν εις ην ευρίσκεται το προσφυγικόν ζήτημα, κατέβαλον προσπαθείας διά την σύναψιν του δανείου. — [690, 660, 898, 747]
doctor-description: Ιατρός. Ειδικότης Αφροδισίων, Δερματικών και Γυναικολογικών νοσημάτων. Πρώην βοηθός του Νοσοκομείου ST. LOUIS και LARIBOISIERE. Δέχεται 11-1 π.μ. και 4-7 μ.μ. — [470, 177, 676, 220]
anatoli-title: Η ΑΝΑΤΟΛΗ — [1241, 1246, 1475, 1284]
news-text: Τα εκ των ανταποκριτών μας τηλεγραφήματα αναφέρουσιν ότι η Βασιλεύουσα επισκέφθη τας Αθήνας διά να παραστή εις την εορτήν του Δήμου Αθηναίων. — [242, 841, 458, 904]
doctor-listing — [470, 883, 676, 935]
transport-ad-number: 2140 — [1094, 1138, 1116, 1149]
doctor-name: Κ. ΓΙΑΝΝΟΥΛΗΣ — [512, 671, 634, 687]
news-text: Εν τούτοις ο νέος πρόξενος δεν έλαβεν είσετι την αναγνώρισιν της Ελληνικής κυβερνήσεως. — [242, 212, 458, 249]
article-paragraph: Ιδέως η οικονομική των συμμάχων επιτροπή δέχεται ότι το ζήτημα δεν δύναται να λυθή άνευ αμοιβαίων υποχωρήσεων. Ο κ. Βενιζέλος όμως επιμένει επί των επανορθώσεων και δεν δέχεται συμβιβασμόν. — [688, 261, 898, 336]
doctor-name: ΚΩΝΣΤ. Ι. ΚΕΡΑΜΕΥΣ — [936, 1335, 1078, 1349]
femina-sub: ΕΒΔΟΜΑΔΙΑΙΑ ΕΙΚΟΝΟΓΡΑΦΗΜΕΝΗ — [1244, 1178, 1472, 1192]
news-text: Κατηγγέλθη ο Τόσκης Κλέτσικας διότι εξύβρισε αστυφύλακα κατά την εκτέλεσιν της υπηρεσίας του. — [242, 514, 458, 551]
loan-title: ΤΟ ΠΡΟΣΦΥΓΙΚΟΝ ΔΑΝΕΙΟΝ — [754, 612, 1050, 634]
doctor-name: Η. ΤΑΟΥΣΑΝΗΣ — [515, 332, 631, 348]
epirus-line: ΕΚ ΤΟΥ ΠΡΑΚΤΟΡΕΙΟΥ — [1308, 895, 1408, 905]
article-paragraph: ΠΑΡΙΣΙΟΙ 11.—Καθ’ ας τηλεγραφούσιν εκ Λωζάνης, αι διαπραγματεύσεις έφθασαν εις αδιέξοδον και δεν υπάρχει πλέον ελπίς συμφωνίας εις το ζήτημα των χρεών. — [1126, 235, 1340, 285]
section-rule — [1122, 1040, 1592, 1041]
doctor-name: Μ. Η. ΣΑΜΑΛΙΔΗΣ — [504, 162, 642, 178]
doctor-name: ΣΟΦΟΚΛΗΣ ΤΖΕΛΕΠΟΓΛΟΥ — [711, 1171, 869, 1183]
article-paragraph: Και η εσωτερική κατάστασις λέγεται ότι αι λέξεις της Ελληνικής αντιπροσωπείας είναι έτι χειρότεραι και ότι οι σύμμαχοι δεν δύνανται να εγκαταλείψουν τας απαιτήσεις των. — [906, 223, 1114, 285]
poem-author: Πέτρος Λαλλάς — [156, 643, 232, 655]
aee-address: Εκ του Πρακτορείου (Κουντουριώτου 25) — [1253, 1007, 1463, 1017]
doctor-name: Ι. ΠΑΣΣΑΛΙΔΗΣ — [515, 88, 631, 103]
assassination-headline-box — [1124, 608, 1592, 646]
kerameus-ad — [898, 1330, 1116, 1422]
anatoli-sub: ΑΝΩΝΥΜΟΣ ΑΣΦΑΛΙΣΤΙΚΗ ΕΤΑΙΡΕΙΑ — [1248, 1284, 1468, 1297]
law-name: Α. Ι. ΣΒΩΛΟΥ — [1294, 1440, 1422, 1459]
masthead-logo-box — [20, 40, 332, 114]
article-paragraph: Θα μου μείνει αλησμόνητο, όπως μένουν τα ωραία πράγματα που δεν τα ζεις μα τα ονειρεύεσαι. — [10, 469, 232, 506]
article-paragraph: ρέλλουν πάντοτε ζητήματα. Εν τούτοις οι Σύμμαχοι επιδιώκουν να έλθουν εις την συνεννόησιν. — [1348, 170, 1592, 207]
vasileiadis-ad — [898, 1166, 1116, 1322]
doctor-text: Δέχεται 11-1 π.μ. και 4-6 μ.μ. — [939, 1364, 1075, 1374]
chronicle-title: ΧΡΟΝΙΚΑ — [283, 119, 417, 144]
panteleon-title: ΑΤΜΟΠΛΟΙΑ ΠΑΝΤΕΛΕΩΝ — [1194, 1046, 1522, 1072]
aee-title: Α. Ε. Ε. ΘΑΛΑΣ. Ε. ΠΑΛΗΟΥ — [1229, 952, 1487, 972]
doctor-specialty: ΤΕΩΣ ΑΡΧΙΑΤΡΟΣ — [959, 1187, 1055, 1198]
news-heading: ΦΙΓΟΥΡΙΝΙΑ — [314, 907, 386, 919]
